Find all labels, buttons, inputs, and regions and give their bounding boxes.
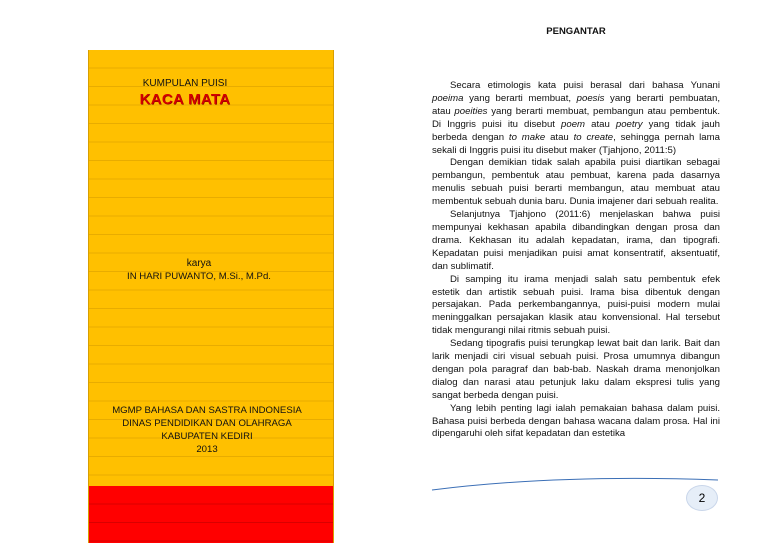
paragraph-5: Sedang tipografis puisi terungkap lewat bait dan larik. Bait dan larik menjadi ciri visual sebuah puisi. Prosa umumnya dibangun dengan pola paragraf dan bab-bab. Naskah drama menonjolkan dialog dan narasi atau petunjuk laku dalam ekspresi tulis yang sangat berbeda dengan puisi.: [432, 338, 720, 401]
paragraph-3: Selanjutnya Tjahjono (2011:6) menjelaskan bahwa puisi mempunyai kekhasan apabila dibandingkan dengan prosa dan drama. Kekhasan itu adalah kepadatan, irama, dan tipografi. Kepadatan puisi menjadikan puisi amat konsentratif, aksentuatif, dan sublimatif.: [432, 209, 720, 272]
cover-karya-label: karya: [186, 258, 212, 269]
page-heading: PENGANTAR: [546, 26, 606, 37]
paragraph-4: Di samping itu irama menjadi salah satu pembentuk efek estetik dan artistik sebuah puisi. Irama bisa dibentuk dengan persajakan. Pada perkembangannya, puisi-puisi modern mulai meninggalkan persajakan klasik atau konvensional. Hal tersebut tidak mengurangi nilai ritmis sebuah puisi.: [432, 273, 720, 337]
cover-author: IN HARI PUWANTO, M.Si., M.Pd.: [127, 271, 271, 282]
cover-publisher-line-2: DINAS PENDIDIKAN DAN OLAHRAGA: [122, 418, 292, 429]
cover-series-label: KUMPULAN PUISI: [142, 78, 228, 89]
cover-publisher-line-3: KABUPATEN KEDIRI: [161, 431, 253, 442]
paragraph-1: Secara etimologis kata puisi berasal dari bahasa Yunani poeima yang berarti membuat, poesis yang berarti pembuatan, atau poeities yang berarti membuat, pembangun atau pembentuk. Di Inggris puisi itu disebut poem atau poetry yang tidak jauh berbeda dengan to make atau to create, sehingga pernah lama sekali di Inggris puisi itu disebut maker (Tjahjono, 2011:5): [432, 80, 720, 156]
paragraph-2: Dengan demikian tidak salah apabila puisi diartikan sebagai pembangun, pembentuk atau pembuat, karena pada dasarnya menulis sebuah puisi berarti membangun, atau membuat atau membentuk sebuah dunia baru. Dunia imajener dari sebuah realita.: [432, 157, 720, 208]
cover-year: 2013: [196, 444, 218, 455]
cover-title: KACA MATA: [139, 91, 231, 108]
paragraph-6: Yang lebih penting lagi ialah pemakaian bahasa dalam puisi. Bahasa puisi berbeda dengan bahasa wacana dalam prosa. Hal ini dipengaruhi oleh sifat kepadatan dan estetika: [432, 402, 720, 440]
page-number: 2: [686, 485, 718, 511]
cover-publisher-line-1: MGMP BAHASA DAN SASTRA INDONESIA: [112, 405, 302, 416]
